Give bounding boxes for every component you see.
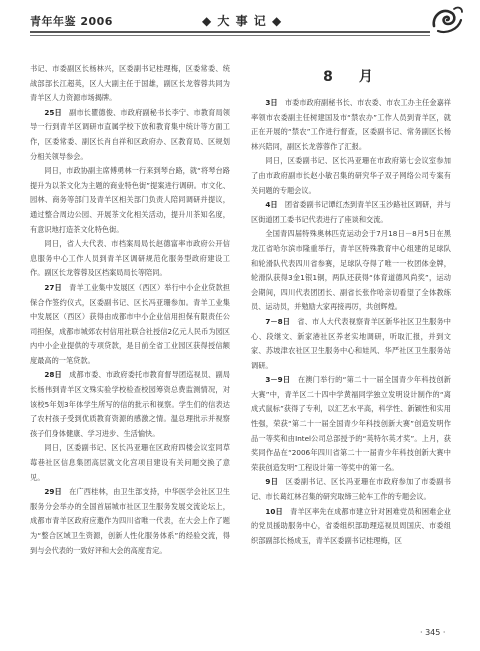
month-heading: 8 月 [323, 69, 379, 85]
header-rule-thin [30, 35, 430, 36]
entry-paragraph [30, 164, 230, 237]
entry-text: 青羊工业集中发展区（西区）举行中小企业贷款担保合作签约仪式，区委副书记、区长冯亚珊参加。青羊工业集中发展区（西区）获得由成都市中小企业信用担保有限责任公司担保，成都市城郊农村信用社联合社授信2亿元人民币为园区内中小企业提供的专项贷款，是目前全省工业园区获得授信额度最高的一笔贷款。 [30, 282, 230, 365]
entry-text: 同日，市政协副主席傅勇林一行来到琴台路，就“将琴台路提升为以茶文化为主题的商业特色街”提案进行调研。市文化、园林、商务等部门及青羊区相关部门负责人陪同调研并提议，通过整合周边公园、开展茶文化相关活动，提升川茶知名度，有意识地打造茶文化特色街。 [30, 166, 230, 234]
entry-paragraph [251, 315, 451, 373]
entry-paragraph [251, 505, 451, 549]
entry-paragraph [251, 96, 451, 154]
entry-text: 青羊区率先在成都市建立针对困难党员和困难企业的党员援助服务中心，省委组织部助理巡视员周国庆、市委组织部副部长杨成玉，青羊区委副书记桂理梅，区 [251, 506, 451, 545]
entry-paragraph [251, 227, 451, 315]
entry-date: 3日 [265, 98, 278, 107]
entry-paragraph [30, 368, 230, 441]
entry-paragraph [30, 281, 230, 369]
section-title: ◆ 大 事 记 ◆ [202, 14, 283, 28]
entry-paragraph [30, 237, 230, 281]
entry-paragraph [251, 154, 451, 198]
entry-text: 成都市委、市政府委托市教育督导团巡视员、副局长杨伟到青羊区文殊实验学校检查校园筹资总费监测情况，对该校5年划3年体学生所写的信的批示和视察。学生们的信表达了农村孩子受到优质教育资源的感激之情。温总理批示并视察孩子们身体健康、学习进步、生活愉快。 [30, 370, 230, 438]
entry-text: 团省委副书记谭红杰到青羊区玉沙路社区调研，并与区街道团工委书记代表进行了座谈和交流。 [251, 200, 451, 224]
entry-text: 书记、市委副区长杨林兴，区委副书记桂理梅，区委常委、统战部部长江超英，区人大副主任于国雄，副区长龙蓉蓉共同为青羊区人力资源市场揭牌。 [30, 64, 230, 103]
entry-date: 4日 [265, 200, 278, 210]
page-header [0, 0, 480, 58]
entry-paragraph [251, 373, 451, 475]
entry-text: 同日，省人大代表、市档案局局长赵德富率市政府公开信息服务中心工作人员到青羊区调研规范化服务型政府建设工作。副区长龙蓉蓉及区档案局局长等陪同。 [30, 239, 230, 278]
left-column [30, 62, 230, 558]
header-rule-thick [30, 31, 430, 33]
swirl-logo-icon [430, 4, 464, 36]
right-column [251, 96, 451, 548]
entry-text: 市委市政府副秘书长、市农委、市农工办主任金嘉祥率领市农委副主任树建国及市“禁农办”工作人员到青羊区，就正在开展的“禁农”工作进行督查，区委副书记、常务副区长杨林兴陪同，副区长龙蓉蓉作了汇报。 [251, 98, 451, 151]
entry-date: 27日 [44, 282, 62, 292]
entry-paragraph [30, 441, 230, 485]
entry-paragraph [30, 62, 230, 106]
entry-text: 省、市人大代表视察青羊区新华社区卫生服务中心、段继文、新家港社区养老实地调研，听取汇报，并到文家、苏坡津农社区卫生服务中心和娃风、华严社区卫生服务站调研。 [251, 316, 451, 370]
entry-text: 在广西桂林，由卫生部支持，中华医学会社区卫生服务分会举办的全国首届城市社区卫生服务发展交流论坛上，成都市青羊区政府应邀作为四川省唯一代表，在大会上作了题为“整合区域卫生资源，创新人性化服务体系”的经验交流，得到与会代表的一致好评和大会的高度肯定。 [30, 487, 230, 555]
entry-text: 副市长瞿德俊、市政府副秘书长李宁、市教育局领导一行到青羊区调研市直属学校下放和教育集中统计等方面工作，区委常委、副区长肖自祥和区政府办、区教育局、区规划分相关领导参会。 [30, 107, 230, 161]
entry-text: 同日，区委副书记、区长冯亚珊在市政府第七会议室参加了由市政府副市长赵小敏召集的研究华子双子网络公司专案有关问题的专题会议。 [251, 156, 451, 195]
entry-date: 29日 [44, 487, 62, 497]
entry-date: 9日 [265, 477, 279, 487]
entry-text: 区委副书记、区长冯亚珊在市政府参加了市委副书记、市长葛红林召集的研究取缔三轮车工作的专题会议。 [251, 477, 451, 502]
entry-paragraph [251, 198, 451, 227]
yearbook-title: 青年年鉴 2006 [30, 15, 113, 28]
entry-date: 25日 [44, 107, 62, 117]
entry-date: 10日 [265, 506, 283, 516]
entry-paragraph [251, 475, 451, 504]
entry-text: 在澳门举行的“第二十一届全国青少年科技创新大赛”中，青羊区二十四中学黄福同学独立发明设计制作的“离成式鼠标”获得了专利，以汇艺水平高，科学性、新颖性和实用性强，荣获“第二十一届全国青少年科技创新大赛”创造发明作品一等奖和由Intel公司总部授予的“英特尔英才奖”。上月，获奖同作品在“2006年四川省第二十一届青少年科技创新大赛中荣获创造发明”工程设计第一等奖中的第一名。 [251, 375, 451, 472]
entry-date: 28日 [44, 370, 62, 380]
page-number: · 345 · [420, 628, 446, 637]
entry-text: 全国青四届特殊奥林匹克运动会于7月18日－8月5日在黑龙江省哈尔滨市隆重举行，青羊区特殊教育中心组建的足球队和轮滑队代表四川省参赛，足球队夺得了唯一一枚团体金牌，轮滑队获得3金1银1铜，两队还获得“体育道德风尚奖”，运动会期间，四川代表团团长、副省长张作哈亲切看望了全体教练员、运动员，并勉励大家再接再厉，共创辉煌。 [251, 229, 451, 312]
entry-date: 3－9日 [265, 375, 291, 385]
entry-text: 同日，区委副书记、区长冯亚珊在区政府四楼会议室同草莓巷社区信息集团高层就文化宫项目建设有关问题交换了意见。 [30, 443, 230, 482]
entry-paragraph [30, 485, 230, 558]
entry-date: 7－8日 [265, 316, 291, 326]
entry-paragraph [30, 106, 230, 164]
